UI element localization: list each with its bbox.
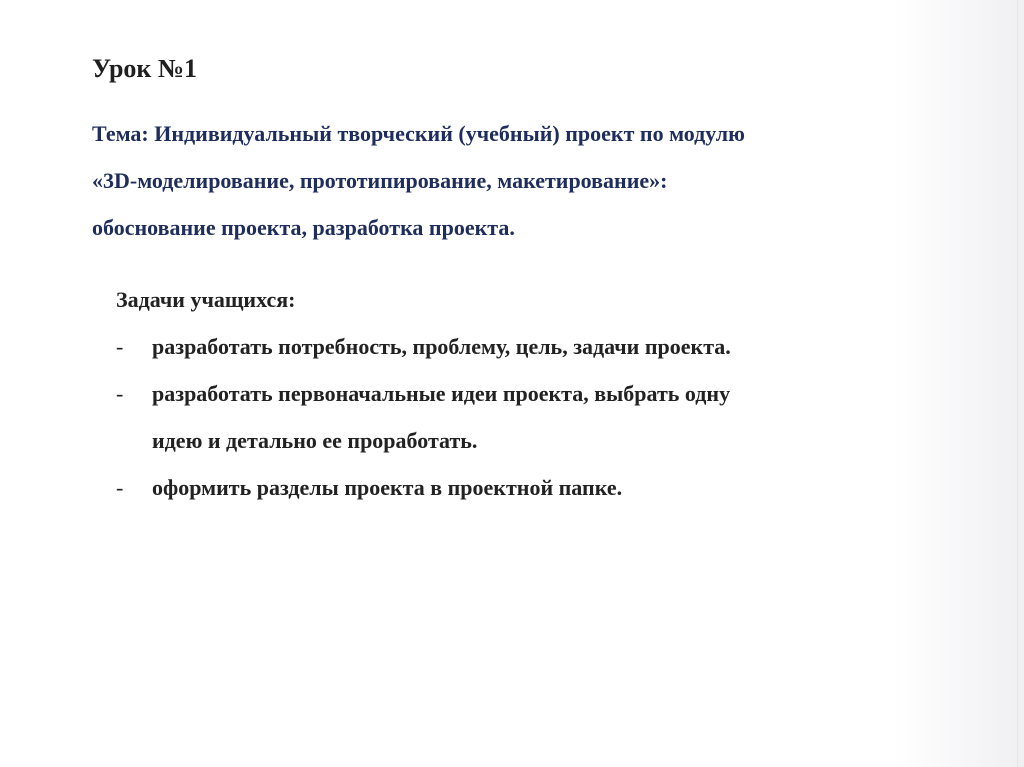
task-item <box>116 464 936 511</box>
topic-line: «3D-моделирование, прототипирование, макетирование»: <box>92 168 668 193</box>
task-text: идею и детально ее проработать. <box>152 428 478 453</box>
task-text: оформить разделы проекта в проектной папке. <box>152 475 623 500</box>
tasks-heading: Задачи учащихся: <box>116 287 296 312</box>
bullet-dash: - <box>116 334 124 359</box>
task-item <box>116 323 936 370</box>
slide-edge-line <box>1017 0 1018 767</box>
task-text: разработать первоначальные идеи проекта, выбрать одну <box>152 381 731 406</box>
topic-line: Тема: Индивидуальный творческий (учебный) проект по модулю <box>92 121 745 146</box>
lesson-title: Урок №1 <box>92 54 198 83</box>
task-item <box>116 370 936 464</box>
student-tasks <box>116 276 936 511</box>
bullet-dash: - <box>116 475 124 500</box>
bullet-dash: - <box>116 381 124 406</box>
lesson-topic <box>92 110 972 251</box>
topic-line: обоснование проекта, разработка проекта. <box>92 215 515 240</box>
task-text: разработать потребность, проблему, цель, задачи проекта. <box>152 334 731 359</box>
